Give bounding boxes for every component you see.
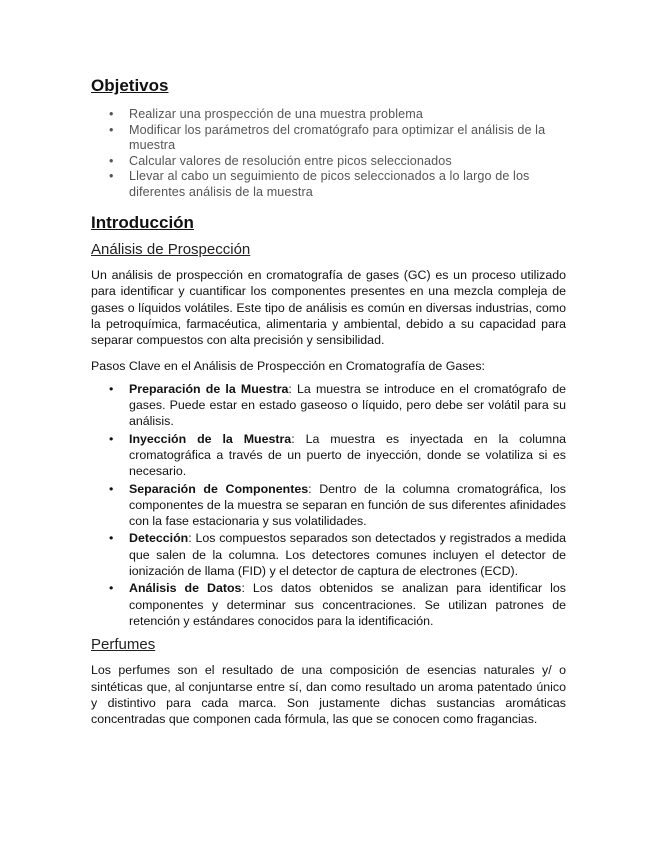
step-text: : La muestra se introduce en el cromatógrafo de gases. Puede estar en estado gaseoso o líquido, pero debe ser volátil para su análisis. — [129, 381, 566, 429]
objetivo-item: • Realizar una prospección de una muestra problema — [129, 107, 566, 123]
step-item — [129, 530, 566, 579]
objetivos-heading: Objetivos — [91, 76, 169, 95]
steps-list — [91, 381, 566, 629]
prospeccion-paragraph: Un análisis de prospección en cromatografía de gases (GC) es un proceso utilizado para identificar y cuantificar los componentes presentes en una mezcla compleja de gases o líquidos volátiles. Este tipo de análisis es común en diversas industrias, como la petroquímica, farmacéutica, alimentaria y ambiental, debido a su capacidad para separar compuestos con alta precisión y sensibilidad. — [91, 268, 566, 348]
step-term: Preparación de la Muestra — [129, 381, 289, 396]
step-term: Inyección de la Muestra — [129, 431, 292, 446]
objetivo-item: • Calcular valores de resolución entre picos seleccionados — [129, 154, 566, 170]
introduccion-heading: Introducción — [91, 213, 194, 232]
step-text: : La muestra es inyectada en la columna cromatográfica a través de un puerto de inyección, donde se volatiliza si es necesario. — [129, 431, 566, 479]
step-item — [129, 580, 566, 629]
perfumes-paragraph: Los perfumes son el resultado de una composición de esencias naturales y/ o sintéticas que, al conjuntarse entre sí, dan como resultado un aroma patentado único y distintivo para cada marca. Son justamente dichas sustancias aromáticas concentradas que componen cada fórmula, las que se conocen como fragancias. — [91, 663, 566, 727]
step-item — [129, 431, 566, 480]
step-item — [129, 381, 566, 430]
perfumes-subheading: Perfumes — [91, 636, 156, 654]
step-text: : Los compuestos separados son detectados y registrados a medida que salen de la columna. Los detectores comunes incluyen el detector de ionización de llama (FID) y el detector de captura de electrones (ECD). — [129, 531, 566, 579]
step-term: Separación de Componentes — [129, 481, 309, 496]
step-text: : Dentro de la columna cromatográfica, los componentes de la muestra se separan en función de sus diferentes afinidades con la fase estacionaria y sus volatilidades. — [129, 481, 566, 529]
steps-intro: Pasos Clave en el Análisis de Prospección en Cromatografía de Gases: — [91, 359, 485, 374]
objetivo-item: • Llevar al cabo un seguimiento de picos seleccionados a lo largo de los diferentes análisis de la muestra — [129, 169, 566, 200]
objetivo-item: • Modificar los parámetros del cromatógrafo para optimizar el análisis de la muestra — [129, 123, 566, 154]
step-text: : Los datos obtenidos se analizan para identificar los componentes y determinar sus concentraciones. Se utilizan patrones de retención y estándares conocidos para la identificación. — [129, 581, 566, 628]
step-item — [129, 481, 566, 530]
prospeccion-subheading: Análisis de Prospección — [91, 241, 251, 258]
step-term: Detección — [129, 531, 189, 546]
step-term: Análisis de Datos — [129, 581, 242, 596]
objetivos-list — [91, 107, 566, 200]
